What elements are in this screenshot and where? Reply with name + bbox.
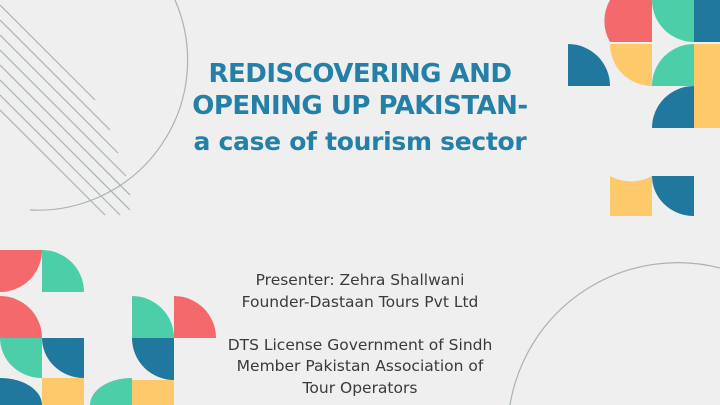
- diagonal-stripes-decoration: [0, 5, 130, 215]
- title-line-2: OPENING UP PAKISTAN-: [192, 91, 528, 121]
- presenter-info: [195, 270, 525, 399]
- credential-line-2: Member Pakistan Association of: [236, 357, 484, 375]
- credential-line-3: Tour Operators: [302, 378, 418, 397]
- title-line-3: a case of tourism sector: [193, 127, 527, 156]
- shape-cluster-bottom-left: [0, 250, 216, 405]
- title-line-1: REDISCOVERING AND: [208, 59, 512, 89]
- presenter-role: Founder-Dastaan Tours Pvt Ltd: [241, 292, 479, 311]
- slide-title: [150, 58, 570, 160]
- arc-line-bottom-right: [510, 263, 720, 405]
- spacer: [195, 313, 525, 335]
- credential-line-1: DTS License Government of Sindh: [227, 335, 493, 354]
- presenter-name: Presenter: Zehra Shallwani: [255, 271, 465, 289]
- shape-cluster-top-right: [568, 0, 720, 216]
